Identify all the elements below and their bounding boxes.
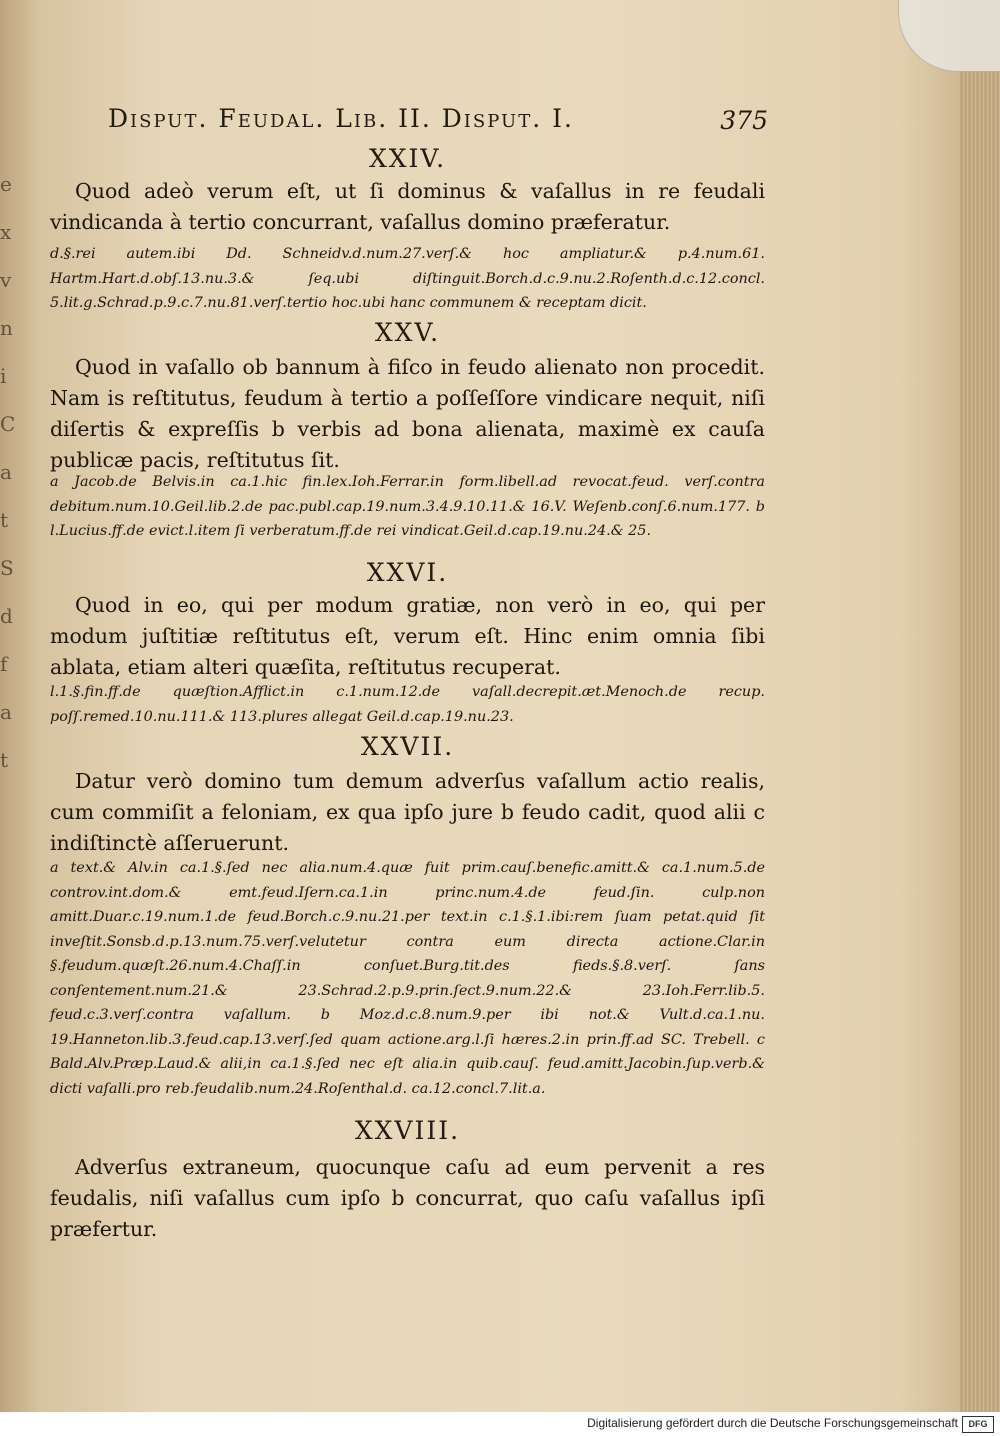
thesis-body: Quod in eo, qui per modum gratiæ, non verò in eo, qui per modum juſtitiæ reſtitutus eſt, verum eſt. Hinc enim omnia ſibi ablata, etiam alteri quæſita, reſtitutus recuperat.: [50, 593, 765, 679]
section-numeral: XXV.: [374, 318, 441, 347]
page-stack-edge: [960, 0, 1000, 1412]
section-numeral: XXVIII.: [354, 1116, 461, 1145]
thesis-body: Datur verò domino tum demum adverſus vaſallum actio realis, cum commiſit a feloniam, ex qua ipſo jure b feudo cadit, quod alii c indiſtinctè aſſeruerunt.: [50, 769, 765, 855]
bleed-letter: x: [0, 220, 12, 244]
thesis-body: Adverſus extraneum, quocunque caſu ad eum pervenit a res feudalis, niſi vaſallus cum ipſo b concurrat, quo caſu vaſallus ipſi præfertur.: [50, 1155, 765, 1241]
thesis-text: [50, 1152, 765, 1245]
digitization-footer: [0, 1412, 1000, 1436]
bleed-letter: f: [0, 652, 8, 676]
bleed-letter: d: [0, 604, 13, 628]
page-number: 375: [720, 106, 768, 135]
thesis-body: Quod in vaſallo ob bannum à fiſco in feudo alienato non procedit. Nam is reſtitutus, feudum à tertio a poſſeſſore vindicare nequit, niſi diſertis & expreſſis b verbis ad bona alienata, maximè ex cauſa publicæ pacis, reſtitutus ſit.: [50, 355, 765, 472]
section-numeral: XXVII.: [360, 732, 455, 761]
bleed-letter: v: [0, 268, 12, 292]
bleed-letter: n: [0, 316, 13, 340]
dfg-logo: DFG: [962, 1416, 994, 1433]
left-page-bleed: [0, 160, 16, 784]
running-head: Disput. Feudal. Lib. II. Disput. I.: [108, 104, 574, 133]
thesis-text: [50, 766, 765, 859]
thesis-body: Quod adeò verum eſt, ut ſi dominus & vaſallus in re feudali vindicanda à tertio concurrant, vaſallus domino præferatur.: [50, 179, 765, 234]
thesis-notes: d.§.rei autem.ibi Dd. Schneidv.d.num.27.verſ.& hoc ampliatur.& p.4.num.61. Hartm.Hart.d.obſ.13.nu.3.& ſeq.ubi diſtinguit.Borch.d.c.9.nu.2.Roſenth.d.c.12.concl. 5.lit.g.Schrad.p.9.c.7.nu.81.verſ.tertio hoc.ubi hanc communem & receptam dicit.: [50, 246, 765, 311]
thesis-text: [50, 176, 765, 238]
thesis-text: [50, 352, 765, 476]
thesis-notes: a text.& Alv.in ca.1.§.ſed nec alia.num.4.quæ fuit prim.cauſ.benefic.amitt.& ca.1.num.5.de controv.int.dom.& emt.feud.Iſern.ca.1.in princ.num.4.de feud.ſin. culp.non amitt.Duar.c.19.num.1.de feud.Borch.c.9.nu.21.per text.in c.1.§.1.ibi:rem ſuam petat.quid ſit inveſtit.Sonsb.d.p.13.num.75.verſ.velutetur contra eum directa actione.Clar.in §.feudum.quæſt.26.num.4.Chaſſ.in conſuet.Burg.tit.des fieds.§.8.verſ. ſans conſentement.num.21.& 23.Schrad.2.p.9.prin.ſect.9.num.22.& 23.Ioh.Ferr.lib.5. feud.c.3.verſ.contra vaſallum. b Moz.d.c.8.num.9.per ibi not.& Vult.d.ca.1.nu. 19.Hanneton.lib.3.feud.cap.13.verſ.ſed quam actione.arg.l.ſi hæres.2.in prin.ff.ad SC. Trebell. c Bald.Alv.Præp.Laud.& alii,in ca.1.§.ſed nec eſt alia.in quib.cauſ. feud.amitt.Jacobin.ſup.verb.& dicti vaſalli.pro reb.feudalib.num.24.Roſenthal.d. ca.12.concl.7.lit.a.: [50, 860, 765, 1097]
section-numeral: XXIV.: [368, 144, 447, 173]
section-numeral: XXVI.: [366, 558, 449, 587]
bleed-letter: a: [0, 460, 12, 484]
thesis-notes: a Jacob.de Belvis.in ca.1.hic fin.lex.Ioh.Ferrar.in form.libell.ad revocat.feud. verſ.contra debitum.num.10.Geil.lib.2.de pac.publ.cap.19.num.3.4.9.10.11.& 16.V. Weſenb.conſ.6.num.177. b l.Lucius.ff.de evict.l.item ſi verberatum.ff.de rei vindicat.Geil.d.cap.19.nu.24.& 25.: [50, 474, 765, 539]
footer-credit: Digitalisierung gefördert durch die Deutsche Forschungsgemeinschaft: [587, 1416, 958, 1430]
bleed-letter: S: [0, 556, 14, 580]
bleed-letter: a: [0, 700, 12, 724]
thesis-text: [50, 590, 765, 683]
bleed-letter: e: [0, 172, 12, 196]
bleed-letter: i: [0, 364, 7, 388]
page-content: [50, 140, 765, 1240]
bleed-letter: t: [0, 508, 9, 532]
page-header: [108, 104, 768, 140]
thesis-notes: l.1.§.fin.ff.de quæſtion.Afflict.in c.1.num.12.de vaſall.decrepit.æt.Menoch.de recup. poſſ.remed.10.nu.111.& 113.plures allegat Geil.d.cap.19.nu.23.: [50, 684, 765, 725]
bleed-letter: t: [0, 748, 9, 772]
bleed-letter: C: [0, 412, 16, 436]
